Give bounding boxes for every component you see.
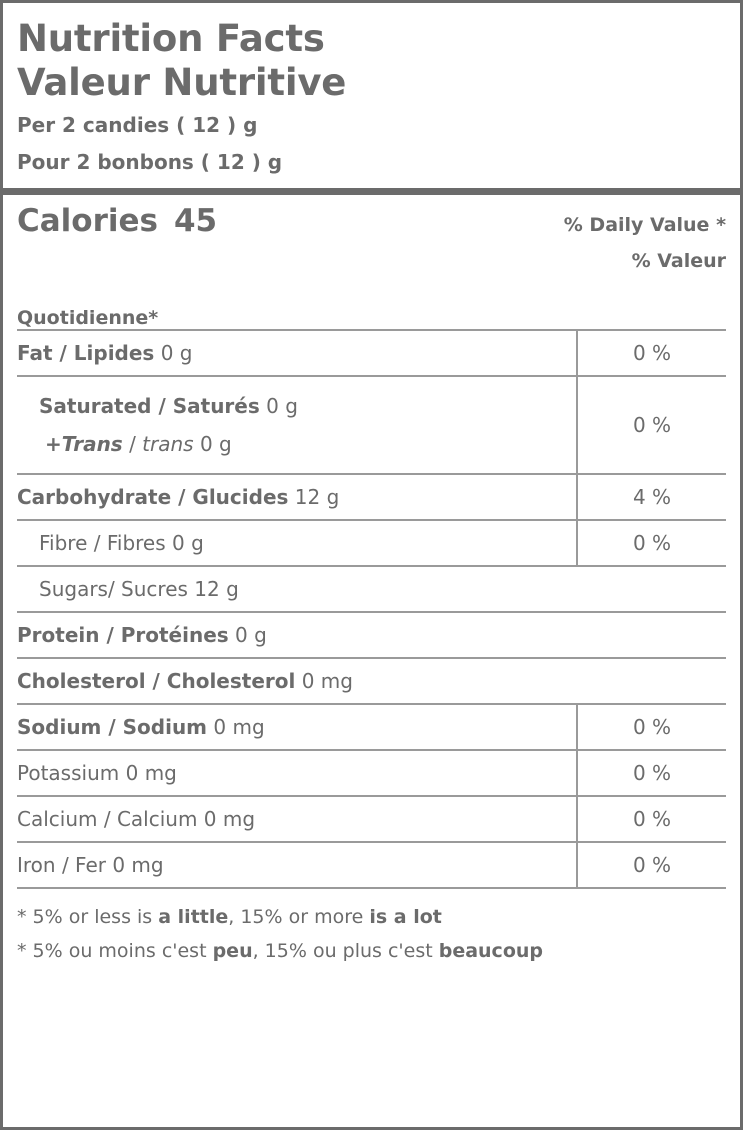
- nutrient-amount: 0 g: [235, 623, 267, 648]
- nutrient-amount: 0 mg: [203, 807, 256, 832]
- nutrient-saturated: [17, 376, 577, 474]
- nutrient-name: Calcium / Calcium: [17, 807, 198, 832]
- nutrient-subname-fr: trans: [142, 432, 194, 457]
- nutrient-dv: 0 %: [577, 330, 726, 376]
- footnote-en-emph2: is a lot: [369, 906, 442, 929]
- nutrient-name: Sugars/ Sucres: [39, 577, 188, 602]
- footnote-en-emph1: a little: [158, 906, 229, 929]
- nutrient-amount: 0 g: [172, 531, 204, 556]
- label-title-fr: Valeur Nutritive: [17, 60, 347, 104]
- daily-value-fr-line1: % Valeur: [631, 250, 726, 273]
- table-row: [17, 376, 726, 474]
- calories-label-group: [17, 203, 217, 239]
- calories-label: Calories: [17, 203, 158, 240]
- calories-block: [17, 195, 726, 329]
- nutrient-subamount: 0 g: [199, 432, 232, 457]
- nutrient-name: Fat / Lipides: [17, 341, 155, 366]
- nutrient-amount: 0 mg: [112, 853, 164, 878]
- nutrient-dv: 0 %: [577, 520, 726, 566]
- nutrient-dv: 0 %: [577, 376, 726, 474]
- nutrient-amount: 12 g: [194, 577, 239, 602]
- nutrient-protein: [17, 612, 726, 658]
- footnote-fr-emph2: beaucoup: [438, 939, 543, 962]
- daily-value-header: [396, 207, 726, 279]
- nutrient-subname-separator: /: [122, 432, 143, 457]
- nutrient-dv: 0 %: [577, 704, 726, 750]
- nutrient-dv: 4 %: [577, 474, 726, 520]
- nutrient-amount: 0 g: [160, 341, 193, 366]
- footnote-fr-part1: * 5% ou moins c'est: [17, 939, 213, 962]
- nutrient-amount: 0 mg: [125, 761, 177, 786]
- nutrient-name: Saturated / Saturés: [39, 394, 260, 419]
- nutrient-fat: [17, 330, 577, 376]
- table-row: [17, 330, 726, 376]
- nutrient-name: Fibre / Fibres: [39, 531, 166, 556]
- footnote-fr-emph1: peu: [212, 939, 253, 962]
- nutrient-amount: 12 g: [294, 485, 340, 510]
- nutrient-amount: 0 mg: [301, 669, 353, 694]
- nutrient-sugars: [17, 566, 726, 612]
- nutrient-name: Potassium: [17, 761, 120, 786]
- nutrient-subname: +Trans: [45, 432, 123, 457]
- nutrient-dv: 0 %: [577, 842, 726, 887]
- nutrient-name: Cholesterol / Cholesterol: [17, 669, 296, 694]
- label-title-en: Nutrition Facts: [17, 17, 325, 60]
- calories-value: 45: [173, 203, 218, 240]
- footnote-en-part2: , 15% or more: [228, 906, 370, 929]
- table-row: [17, 612, 726, 658]
- footnote-en: [17, 901, 726, 934]
- nutrient-fibre: [17, 520, 577, 566]
- footnote-fr-part2: , 15% ou plus c'est: [252, 939, 439, 962]
- nutrient-iron: [17, 842, 577, 887]
- thick-divider: [3, 188, 740, 195]
- footnote-en-part1: * 5% or less is: [17, 906, 159, 929]
- nutrient-sodium: [17, 704, 577, 750]
- nutrient-potassium: [17, 750, 577, 796]
- nutrient-cholesterol: [17, 658, 726, 704]
- nutrient-calcium: [17, 796, 577, 842]
- nutrient-amount: 0 g: [266, 394, 298, 419]
- nutrient-amount: 0 mg: [213, 715, 265, 740]
- nutrient-carbohydrate: [17, 474, 577, 520]
- nutrient-name: Iron / Fer: [17, 853, 106, 878]
- serving-size-en: Per 2 candies ( 12 ) g: [17, 113, 258, 138]
- footnotes: [17, 887, 726, 968]
- table-row: [17, 796, 726, 842]
- table-row: [17, 658, 726, 704]
- table-row: [17, 520, 726, 566]
- nutrient-name: Protein / Protéines: [17, 623, 229, 648]
- nutrient-dv: 0 %: [577, 750, 726, 796]
- daily-value-fr-line2: Quotidienne*: [17, 307, 159, 330]
- nutrient-name: Carbohydrate / Glucides: [17, 485, 289, 510]
- nutrients-table: [17, 329, 726, 887]
- table-row: [17, 750, 726, 796]
- table-row: [17, 566, 726, 612]
- footnote-fr: [17, 935, 726, 968]
- nutrient-name: Sodium / Sodium: [17, 715, 208, 740]
- daily-value-en: % Daily Value *: [563, 214, 726, 237]
- serving-size-fr: Pour 2 bonbons ( 12 ) g: [17, 150, 283, 175]
- table-row: [17, 704, 726, 750]
- table-row: [17, 842, 726, 887]
- nutrient-dv: 0 %: [577, 796, 726, 842]
- table-row: [17, 474, 726, 520]
